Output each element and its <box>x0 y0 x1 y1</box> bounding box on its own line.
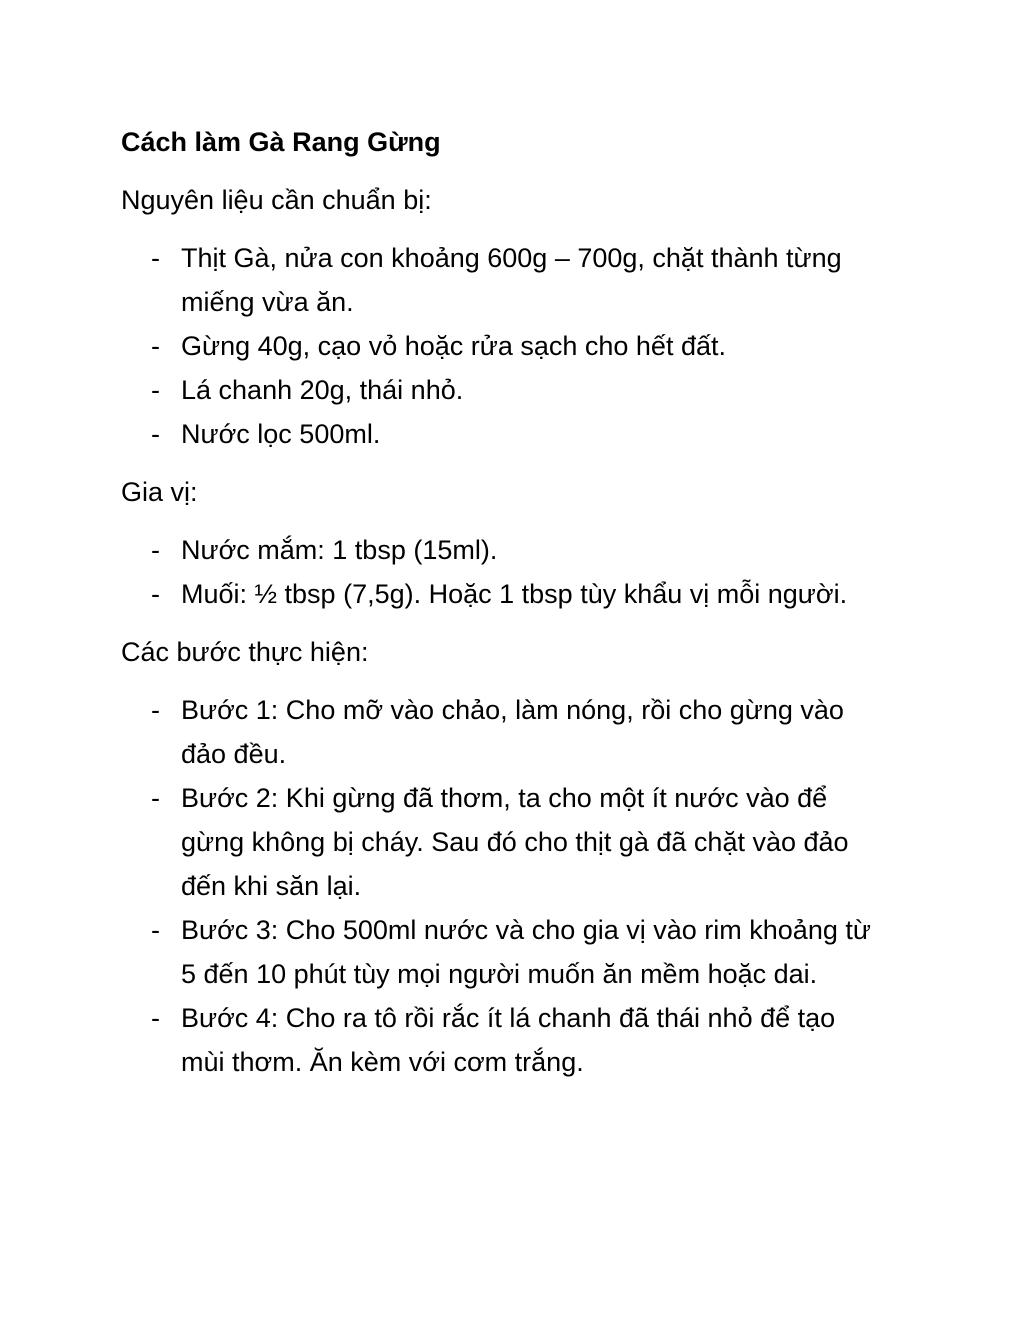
ingredients-list <box>121 236 881 456</box>
document-body <box>121 120 881 1084</box>
bullet-dash: - <box>151 783 160 813</box>
bullet-dash: - <box>151 695 160 725</box>
bullet-dash: - <box>151 419 160 449</box>
list-item <box>121 412 881 456</box>
list-item <box>121 996 881 1084</box>
ingredient-text: Nước lọc 500ml. <box>181 419 381 449</box>
steps-heading: Các bước thực hiện: <box>121 637 369 667</box>
list-item <box>121 688 881 776</box>
ingredients-heading: Nguyên liệu cần chuẩn bị: <box>121 185 432 215</box>
bullet-dash: - <box>151 535 160 565</box>
steps-list <box>121 688 881 1084</box>
recipe-title: Cách làm Gà Rang Gừng <box>121 127 441 157</box>
step-text: Bước 3: Cho 500ml nước và cho gia vị vào rim khoảng từ 5 đến 10 phút tùy mọi người muốn ăn mềm hoặc dai. <box>181 915 871 989</box>
bullet-dash: - <box>151 915 160 945</box>
spice-text: Nước mắm: 1 tbsp (15ml). <box>181 535 498 565</box>
list-item <box>121 572 881 616</box>
ingredient-text: Gừng 40g, cạo vỏ hoặc rửa sạch cho hết đất. <box>181 331 726 361</box>
ingredient-text: Thịt Gà, nửa con khoảng 600g – 700g, chặt thành từng miếng vừa ăn. <box>181 243 842 317</box>
spice-text: Muối: ½ tbsp (7,5g). Hoặc 1 tbsp tùy khẩu vị mỗi người. <box>181 579 848 609</box>
ingredient-text: Lá chanh 20g, thái nhỏ. <box>181 375 464 405</box>
list-item <box>121 528 881 572</box>
spices-list <box>121 528 881 616</box>
list-item <box>121 368 881 412</box>
list-item <box>121 236 881 324</box>
step-text: Bước 1: Cho mỡ vào chảo, làm nóng, rồi cho gừng vào đảo đều. <box>181 695 844 769</box>
bullet-dash: - <box>151 375 160 405</box>
step-text: Bước 2: Khi gừng đã thơm, ta cho một ít nước vào để gừng không bị cháy. Sau đó cho thịt gà đã chặt vào đảo đến khi săn lại. <box>181 783 849 901</box>
spices-heading: Gia vị: <box>121 477 198 507</box>
step-text: Bước 4: Cho ra tô rồi rắc ít lá chanh đã thái nhỏ để tạo mùi thơm. Ăn kèm với cơm trắng. <box>181 1003 836 1077</box>
bullet-dash: - <box>151 579 160 609</box>
bullet-dash: - <box>151 1003 160 1033</box>
bullet-dash: - <box>151 243 160 273</box>
list-item <box>121 324 881 368</box>
list-item <box>121 908 881 996</box>
bullet-dash: - <box>151 331 160 361</box>
list-item <box>121 776 881 908</box>
